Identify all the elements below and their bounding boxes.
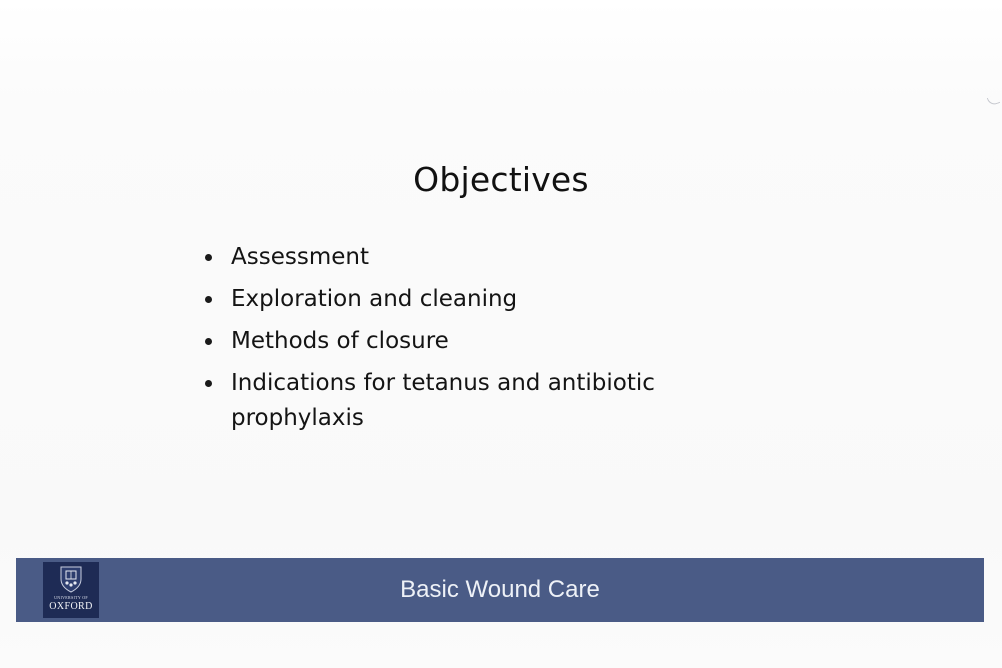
bullet-icon xyxy=(205,254,212,261)
objectives-list xyxy=(205,240,725,443)
bullet-icon xyxy=(205,338,212,345)
corner-mark-icon xyxy=(987,94,1000,106)
list-item xyxy=(205,366,725,436)
footer-bar xyxy=(16,558,984,622)
footer-title: Basic Wound Care xyxy=(400,576,600,603)
list-item xyxy=(205,324,725,359)
list-item-text: Assessment xyxy=(231,244,369,270)
slide-title: Objectives xyxy=(413,160,589,199)
list-item-text: Methods of closure xyxy=(231,328,449,354)
bullet-icon xyxy=(205,296,212,303)
list-item xyxy=(205,282,725,317)
list-item-text: Exploration and cleaning xyxy=(231,286,518,312)
logo-wordmark: OXFORD xyxy=(49,601,93,612)
bullet-icon xyxy=(205,380,212,387)
logo-caption: UNIVERSITY OF xyxy=(54,595,88,600)
list-item xyxy=(205,240,725,275)
list-item-text: Indications for tetanus and antibiotic prophylaxis xyxy=(231,370,655,431)
